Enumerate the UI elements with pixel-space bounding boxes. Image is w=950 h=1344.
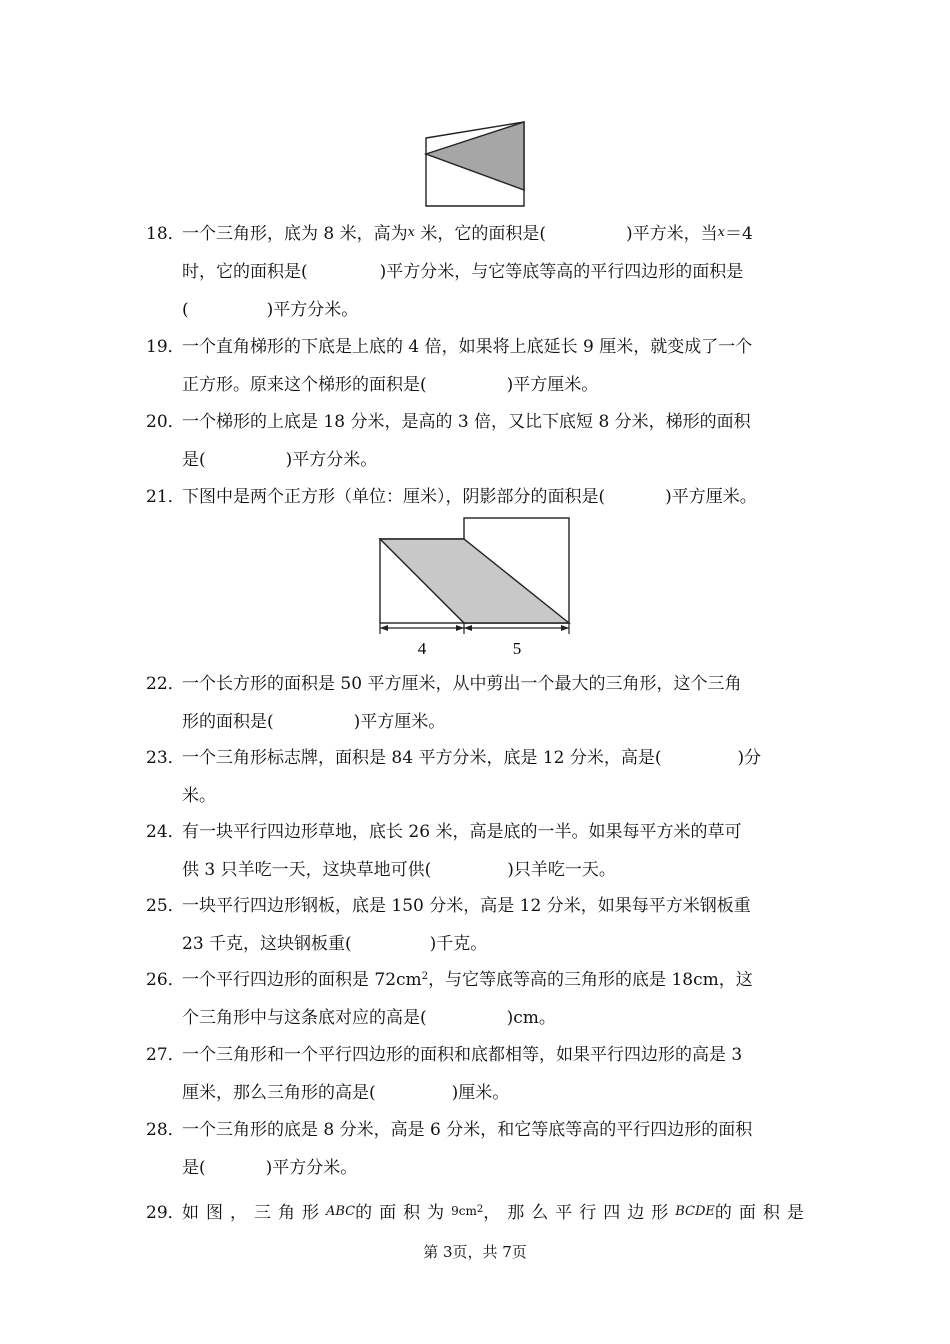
question-21: 21．下图中是两个正方形（单位：厘米），阴影部分的面积是( )平方厘米。	[146, 478, 811, 516]
question-number: 19．	[146, 337, 185, 357]
top-figure-shaded-triangle	[426, 122, 524, 190]
arrowhead	[380, 625, 388, 631]
arrowhead	[464, 625, 472, 631]
question-29: 29．如图，三角形ABC的面积为$9cm^2$，那么平行四边形BCDE的面积是	[146, 1192, 811, 1232]
question-22: 22．一个长方形的面积是 50 平方厘米，从中剪出一个最大的三角形，这个三角 形的面积是( )平方厘米。	[146, 665, 811, 741]
variable-x: x	[407, 225, 415, 240]
variable-x: x	[717, 225, 725, 240]
question-18: 18．一个三角形，底为 8 米，高为x 米，它的面积是( )平方米，当x＝4 时，它的面积是( )平方分米，与它等底等高的平行四边形的面积是 ( )平方分米。	[146, 214, 811, 329]
page-footer: 第 3页，共 7页	[423, 1243, 527, 1261]
question-19: 19．一个直角梯形的下底是上底的 4 倍，如果将上底延长 9 厘米，就变成了一个 正方形。原来这个梯形的面积是( )平方厘米。	[146, 328, 811, 404]
question-number: 18．	[146, 224, 185, 244]
question-24: 24．有一块平行四边形草地，底长 26 米，高是底的一半。如果每平方米的草可 供 3 只羊吃一天，这块草地可供( )只羊吃一天。	[146, 813, 811, 889]
arrowhead	[456, 625, 464, 631]
dimension-label-left: 4	[417, 639, 427, 658]
dimension-label-right: 5	[512, 639, 522, 658]
arrowhead	[561, 625, 569, 631]
question-number: 26．	[146, 970, 185, 990]
question-number: 29．	[146, 1203, 185, 1223]
question-26: 26．一个平行四边形的面积是 $72cm^2$，与它等底等高的三角形的底是 18cm，这 个三角形中与这条底对应的高是( )cm。	[146, 961, 811, 1037]
two-squares-figure	[372, 514, 577, 660]
question-number: 28．	[146, 1120, 185, 1140]
question-25: 25．一块平行四边形钢板，底是 150 分米，高是 12 分米，如果每平方米钢板重 23 千克，这块钢板重( )千克。	[146, 887, 811, 963]
question-number: 22．	[146, 674, 185, 694]
question-number: 21．	[146, 487, 185, 507]
triangle-label: ABC	[326, 1204, 356, 1219]
question-27: 27．一个三角形和一个平行四边形的面积和底都相等，如果平行四边形的高是 3 厘米，那么三角形的高是( )厘米。	[146, 1036, 811, 1112]
question-number: 27．	[146, 1045, 185, 1065]
question-number: 24．	[146, 822, 185, 842]
question-20: 20．一个梯形的上底是 18 分米，是高的 3 倍，又比下底短 8 分米，梯形的面积 是( )平方分米。	[146, 403, 811, 479]
shaded-region	[380, 539, 569, 623]
question-23: 23．一个三角形标志牌，面积是 84 平方分米，底是 12 分米，高是( )分 米。	[146, 739, 811, 815]
parallelogram-label: BCDE	[675, 1204, 715, 1219]
question-number: 23．	[146, 748, 185, 768]
question-28: 28．一个三角形的底是 8 分米，高是 6 分米，和它等底等高的平行四边形的面积 是( )平方分米。	[146, 1111, 811, 1187]
question-number: 20．	[146, 412, 185, 432]
question-number: 25．	[146, 896, 185, 916]
top-figure	[420, 118, 530, 210]
